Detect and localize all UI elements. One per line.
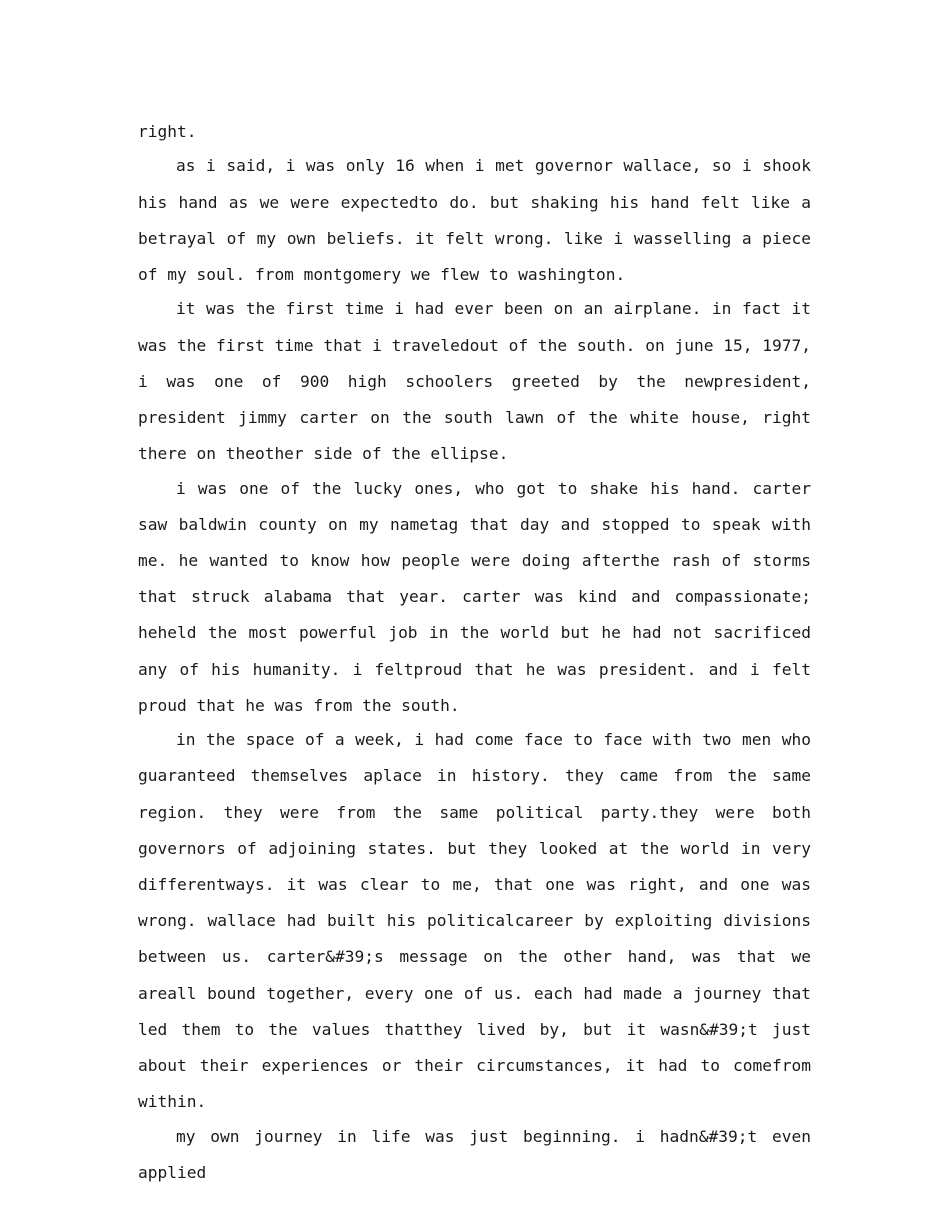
paragraph-5: in the space of a week, i had come face to face with two men who guaranteed themselves aplace in history. they came from the same region. they were from the same political party.they were both governors of adjoining states. but they looked at the world in very differentways. it was clear to me, that one was right, and one was wrong. wallace had built his politicalcareer by exploiting divisions between us. carter&#39;s message on the other hand, was that we areall bound together, every one of us. each had made a journey that led them to the values thatthey lived by, but it wasn&#39;t just about their experiences or their circumstances, it had to comefrom within. [138, 730, 811, 1112]
paragraph-3: it was the first time i had ever been on an airplane. in fact it was the first time that i traveledout of the south. on june 15, 1977, i was one of 900 high schoolers greeted by the newpresident, president jimmy carter on the south lawn of the white house, right there on theother side of the ellipse. [138, 299, 811, 464]
paragraph-6: my own journey in life was just beginning. i hadn&#39;t even applied [138, 1126, 811, 1182]
document-body [138, 114, 811, 1189]
paragraph-1: right. [138, 122, 197, 141]
paragraph-4: i was one of the lucky ones, who got to shake his hand. carter saw baldwin county on my nametag that day and stopped to speak with me. he wanted to know how people were doing afterthe rash of storms that struck alabama that year. carter was kind and compassionate; heheld the most powerful job in the world but he had not sacrificed any of his humanity. i feltproud that he was president. and i felt proud that he was from the south. [138, 478, 811, 715]
paragraph-2: as i said, i was only 16 when i met governor wallace, so i shook his hand as we were expectedto do. but shaking his hand felt like a betrayal of my own beliefs. it felt wrong. like i wasselling a piece of my soul. from montgomery we flew to washington. [138, 156, 811, 285]
